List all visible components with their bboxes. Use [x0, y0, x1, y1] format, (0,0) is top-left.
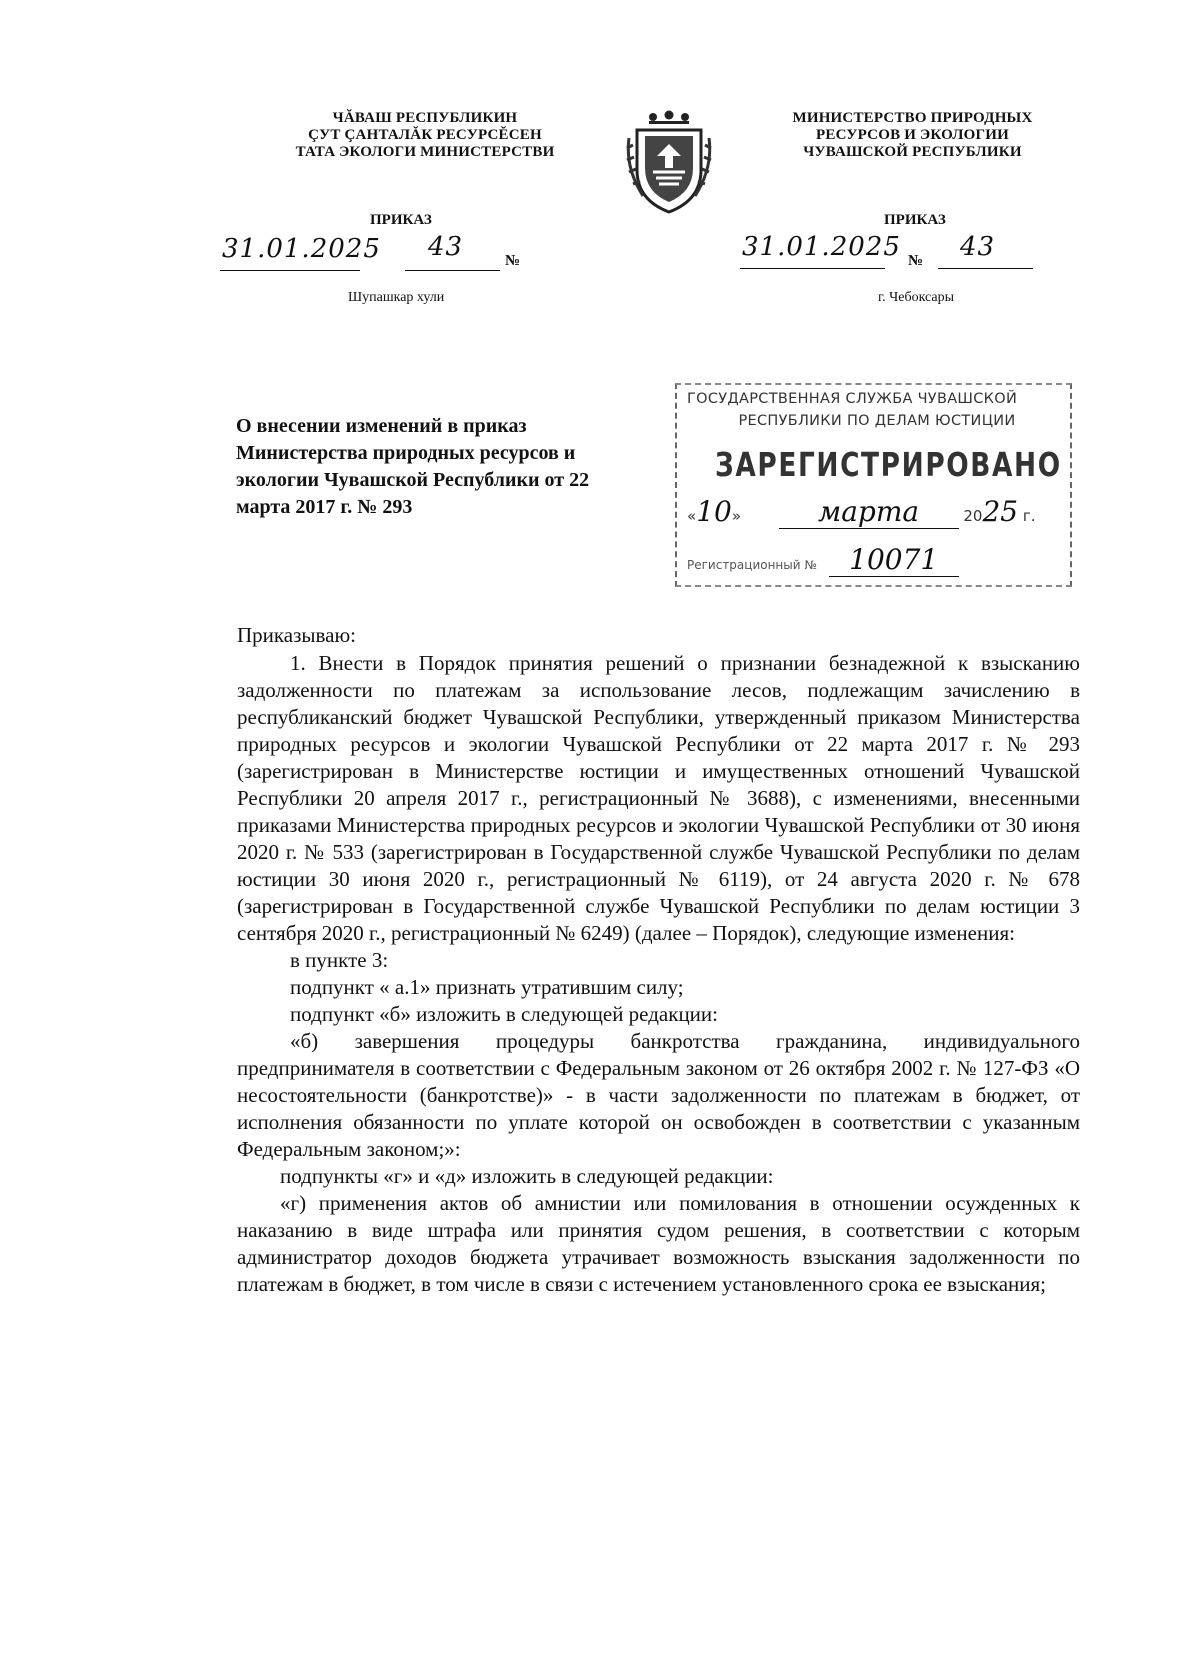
stamp-month: марта	[779, 495, 959, 529]
left-number-underline	[405, 270, 500, 271]
right-number-sign: №	[908, 253, 924, 269]
right-number: 43	[960, 232, 996, 262]
left-date-underline	[220, 270, 360, 271]
stamp-day: 10	[696, 495, 732, 528]
left-number: 43	[428, 232, 464, 262]
prikaz-right-label: ПРИКАЗ	[884, 212, 946, 228]
left-date: 31.01.2025	[222, 234, 381, 264]
stamp-year-suffix: 25	[982, 495, 1019, 528]
header-right-line-2: РЕСУРСОВ И ЭКОЛОГИИ	[816, 127, 1009, 143]
header-left-line-1: ЧĂВАШ РЕСПУБЛИКИН	[332, 110, 518, 126]
stamp-line-2: РЕСПУБЛИКИ ПО ДЕЛАМ ЮСТИЦИИ	[738, 413, 1016, 429]
header-left-line-2: ÇУТ ÇАНТАЛĂК РЕСУРСĔСЕН	[308, 127, 542, 143]
header-left-line-3: ТАТА ЭКОЛОГИ МИНИСТЕРСТВИ	[295, 144, 555, 160]
body-paragraph-2: в пункте 3:	[290, 948, 389, 972]
right-city: г. Чебоксары	[878, 290, 955, 305]
body-paragraph-6: подпункты «г» и «д» изложить в следующей редакции:	[280, 1164, 774, 1188]
left-number-sign: №	[505, 253, 521, 269]
stamp-reg-number: 10071	[829, 543, 959, 577]
right-date-underline	[740, 268, 885, 269]
body-paragraph-3: подпункт « а.1» признать утратившим силу;	[290, 975, 684, 999]
right-date: 31.01.2025	[742, 232, 901, 262]
prikaz-left-label: ПРИКАЗ	[370, 212, 432, 228]
body-paragraph-4: подпункт «б» изложить в следующей редакции:	[290, 1002, 718, 1026]
stamp-reg-label: Регистрационный №	[687, 558, 817, 572]
stamp-year-letter: г.	[1022, 507, 1036, 525]
left-city: Шупашкар хули	[348, 290, 445, 305]
stamp-year-prefix: 20	[963, 507, 983, 525]
body-paragraph-1: 1. Внести в Порядок принятия решений о признании безнадежной к взысканию задолженности по платежам за использование лесов, подлежащим зачислению в республиканский бюджет Чувашской Республики, утвержденный приказом Министерства природных ресурсов и экологии Чувашской Республики от 22 марта 2017 г. № 293 (зарегистрирован в Министерстве юстиции и имущественных отношений Чувашской Республики 20 апреля 2017 г., регистрационный № 3688), с изменениями, внесенными приказами Министерства природных ресурсов и экологии Чувашской Республики от 30 июня 2020 г. № 533 (зарегистрирован в Государственной службе Чувашской Республики по делам юстиции 30 июня 2020 г., регистрационный № 6119), от 24 августа 2020 г. № 678 (зарегистрирован в Государственной службе Чувашской Республики по делам юстиции 3 сентября 2020 г., регистрационный № 6249) (далее – Порядок), следующие изменения:	[237, 651, 1080, 945]
body-paragraph-7: «г) применения актов об амнистии или помилования в отношении осужденных к наказанию в виде штрафа или принятия судом решения, в соответствии с которым администратор доходов бюджета утрачивает возможность взыскания задолженности по платежам в бюджет, в том числе в связи с истечением установленного срока ее взыскания;	[237, 1191, 1080, 1296]
stamp-date: «10» марта 2025 г.	[687, 495, 1036, 528]
document-body	[237, 622, 1080, 1298]
body-intro: Приказываю:	[237, 623, 356, 647]
body-paragraph-5: «б) завершения процедуры банкротства гражданина, индивидуального предпринимателя в соответствии с Федеральным законом от 26 октября 2002 г. № 127-ФЗ «О несостоятельности (банкротстве)» - в части задолженности по платежам в бюджет, от исполнения обязанности по уплате которой он освобожден в соответствии с указанным Федеральным законом;»:	[237, 1029, 1080, 1161]
stamp-reg	[687, 543, 959, 577]
registration-stamp	[675, 383, 1072, 587]
stamp-status: ЗАРЕГИСТРИРОВАНО	[715, 445, 1062, 484]
header-right-line-3: ЧУВАШСКОЙ РЕСПУБЛИКИ	[803, 144, 1022, 160]
right-number-underline	[938, 268, 1033, 269]
header-right	[745, 110, 1080, 161]
header-left	[265, 110, 585, 161]
header-right-line-1: МИНИСТЕРСТВО ПРИРОДНЫХ	[792, 110, 1033, 126]
stamp-line-1: ГОСУДАРСТВЕННАЯ СЛУЖБА ЧУВАШСКОЙ	[687, 391, 1018, 407]
chuvash-emblem-icon	[623, 108, 715, 218]
document-title: О внесении изменений в приказ Министерства природных ресурсов и экологии Чувашской Республики от 22 марта 2017 г. № 293	[236, 415, 590, 518]
